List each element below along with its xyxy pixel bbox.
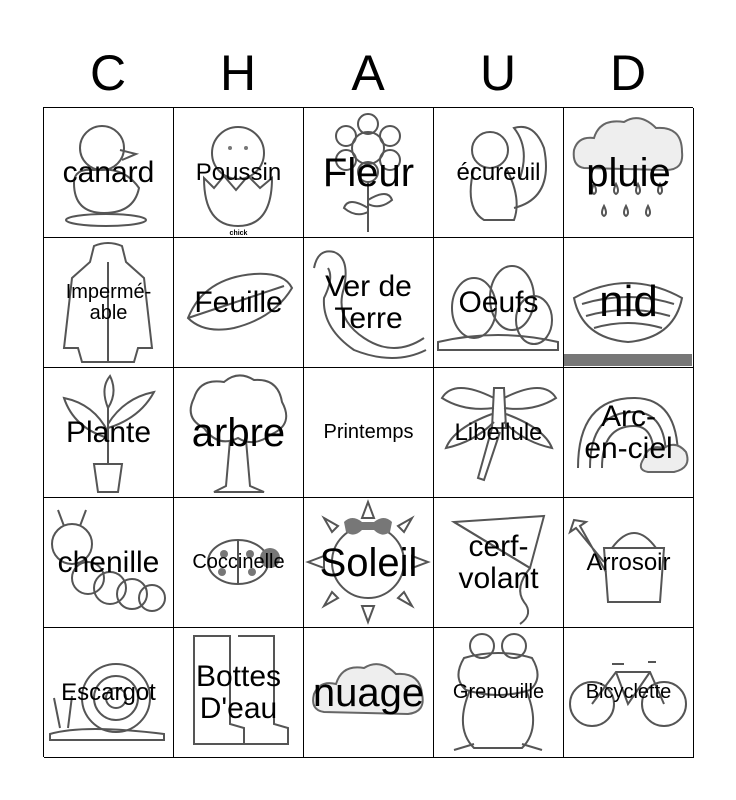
cell-label: cerf- volant xyxy=(458,530,539,595)
cell-label: Impermé- able xyxy=(65,280,152,324)
header-letter-c: C xyxy=(89,45,127,101)
cell-label: nid xyxy=(599,277,658,327)
cell-label: écureuil xyxy=(456,158,541,186)
bingo-cell-bottes-d-eau[interactable] xyxy=(174,628,304,758)
bingo-cell-canard[interactable] xyxy=(44,108,174,238)
cell-label: Oeufs xyxy=(458,285,539,319)
bingo-cell-impermeable[interactable] xyxy=(44,238,174,368)
cell-label: arbre xyxy=(191,410,286,455)
cell-label: Feuille xyxy=(194,285,283,319)
cell-label: chenille xyxy=(57,545,160,579)
cell-label: Grenouille xyxy=(452,681,545,703)
cell-label: Poussin xyxy=(195,158,282,186)
bingo-cell-grenouille[interactable] xyxy=(434,628,564,758)
bingo-cell-plante[interactable] xyxy=(44,368,174,498)
bingo-cell-fleur[interactable] xyxy=(304,108,434,238)
cell-label: Printemps xyxy=(323,421,414,443)
bingo-cell-pluie[interactable] xyxy=(564,108,694,238)
bingo-cell-escargot[interactable] xyxy=(44,628,174,758)
cell-label: nuage xyxy=(312,670,425,715)
bingo-cell-oeufs[interactable] xyxy=(434,238,564,368)
bingo-cell-soleil[interactable] xyxy=(304,498,434,628)
bingo-grid xyxy=(43,107,693,757)
bingo-cell-printemps[interactable] xyxy=(304,368,434,498)
header-letter-a: A xyxy=(351,45,385,101)
bingo-header xyxy=(43,40,693,106)
cell-label: Arc- en-ciel xyxy=(584,400,673,465)
cell-label: Coccinelle xyxy=(192,551,285,573)
cell-label: Fleur xyxy=(322,150,415,195)
header-letter-d: D xyxy=(609,45,647,101)
bingo-cell-arbre[interactable] xyxy=(174,368,304,498)
bingo-cell-chenille[interactable] xyxy=(44,498,174,628)
bingo-cell-arrosoir[interactable] xyxy=(564,498,694,628)
cell-label: Libellule xyxy=(454,418,543,446)
cell-label: Ver de Terre xyxy=(325,270,412,335)
bingo-cell-bicyclette[interactable] xyxy=(564,628,694,758)
bingo-cell-arc-en-ciel[interactable] xyxy=(564,368,694,498)
header-letter-u: U xyxy=(479,45,517,101)
bingo-cell-nuage[interactable] xyxy=(304,628,434,758)
bingo-cell-ecureuil[interactable] xyxy=(434,108,564,238)
bingo-cell-feuille[interactable] xyxy=(174,238,304,368)
chick-caption: chick xyxy=(229,230,248,237)
header-letter-h: H xyxy=(219,45,257,101)
bingo-cell-ver-de-terre[interactable] xyxy=(304,238,434,368)
bingo-cell-coccinelle[interactable] xyxy=(174,498,304,628)
cell-label: canard xyxy=(62,155,155,189)
cell-label: Soleil xyxy=(319,540,418,585)
cell-label: Plante xyxy=(65,415,152,449)
cell-label: Bottes D'eau xyxy=(195,660,282,725)
bingo-cell-libellule[interactable] xyxy=(434,368,564,498)
bingo-cell-cerf-volant[interactable] xyxy=(434,498,564,628)
cell-label: Arrosoir xyxy=(586,548,671,576)
bingo-cell-nid[interactable] xyxy=(564,238,694,368)
cell-label: Escargot xyxy=(61,678,156,706)
cell-label: pluie xyxy=(586,150,671,195)
bingo-cell-poussin[interactable] xyxy=(174,108,304,238)
cell-label: Bicyclette xyxy=(585,681,672,703)
